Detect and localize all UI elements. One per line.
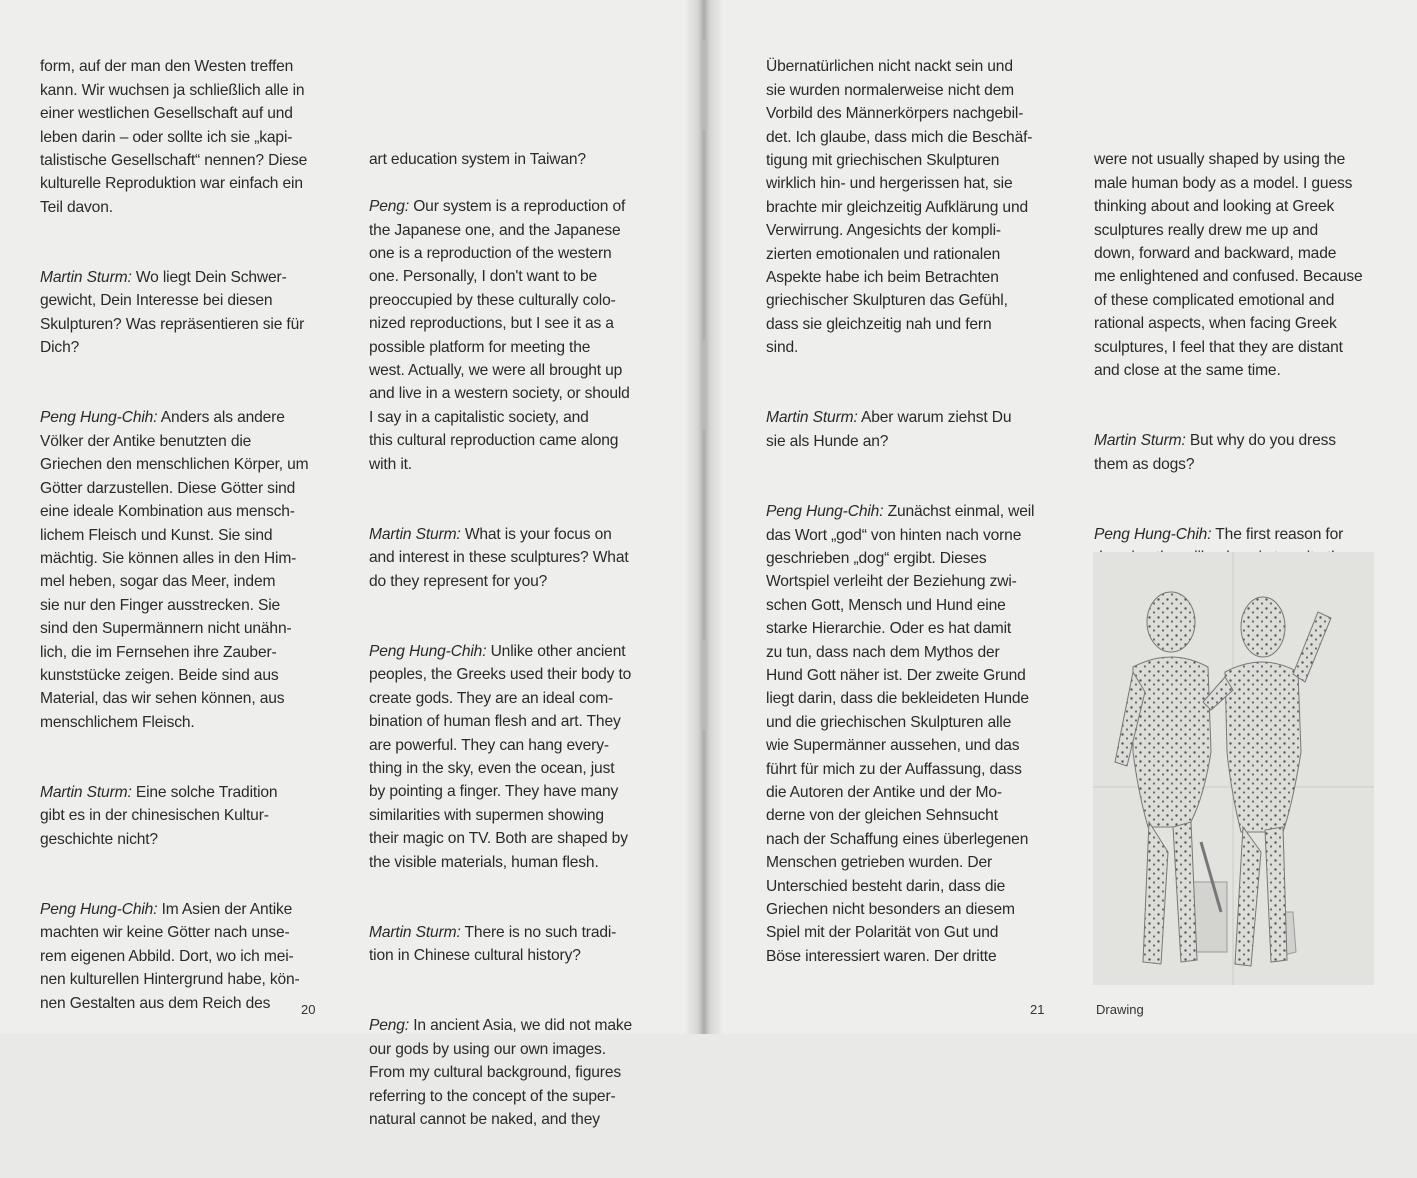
binding-stitch	[702, 640, 706, 730]
paragraph-text: Anders als andere Völker der Antike benutzten die Griechen den menschlichen Körper, um Götter darzustellen. Diese Götter sind eine ideale Kombination aus mensch- lichem Fleisch und Kunst. Sie sind mächtig. Sie können alles in den Him- mel heben, sogar das Meer, indem sie nur den Finger ausstrecken. Sie sind den Supermännern nicht unähn- lich, die im Fernsehen ihre Zauber- kunststücke zeigen. Beide sind aus Material, das wir sehen können, aus menschlichem Fleisch.	[40, 409, 309, 731]
paragraph	[369, 1014, 659, 1131]
speaker-label: Martin Sturm:	[766, 409, 858, 427]
paragraph-text: Übernatürlichen nicht nackt sein und sie wurden normalerweise nicht dem Vorbild des Männerkörpers nachgebil- det. Ich glaube, dass mich die Beschäf- tigung mit griechischen Skulpturen wirklich hin- und hergerissen hat, sie brachte mir gleichzeitig Aufklärung und Verwirrung. Angesichts der kompli- zierten emotionalen und rationalen Aspekte habe ich beim Betrachten griechischer Skulpturen das Gefühl, dass sie gleichzeitig nah und fern sind.	[766, 58, 1033, 357]
paragraph	[369, 640, 659, 874]
page-number: 21	[1030, 1002, 1045, 1017]
speaker-label: Peng Hung-Chih:	[40, 409, 158, 427]
paragraph-text: Our system is a reproduction of the Japanese one, and the Japanese one is a reproduction of the western one. Personally, I don't want to be preoccupied by these culturally colo- nized reproductions, but I see it as a possible platform for meeting the west. Actually, we were all brought up and live in a western society, or should I say in a capitalistic society, and this cultural reproduction came along with it.	[369, 198, 630, 473]
paragraph	[40, 406, 330, 734]
paragraph-text: art education system in Taiwan?	[369, 151, 586, 169]
dog-sculptures-drawing	[1093, 552, 1374, 985]
paragraph-text: In ancient Asia, we did not make our gods by using our own images. From my cultural background, figures referring to the concept of the super- natural cannot be naked, and they	[369, 1017, 633, 1128]
paragraph-text: Eine solche Tradition gibt es in der chinesischen Kultur- geschichte nicht?	[40, 783, 278, 848]
paragraph	[369, 523, 659, 593]
paragraph	[369, 148, 659, 171]
speaker-label: Peng Hung-Chih:	[369, 642, 487, 660]
paragraph	[40, 266, 330, 360]
paragraph-text: What is your focus on and interest in these sculptures? What do they represent for you?	[369, 525, 629, 590]
binding-stitch	[702, 40, 706, 130]
paragraph-text: form, auf der man den Westen treffen kann. Wir wuchsen ja schließlich alle in einer westlichen Gesellschaft auf und leben darin – oder sollte ich sie „kapi- talistische Gesellschaft“ nennen? Diese kulturelle Reproduktion war einfach ein Teil davon.	[40, 58, 308, 216]
speaker-label: Peng Hung-Chih:	[1094, 525, 1212, 543]
speaker-label: Martin Sturm:	[369, 923, 461, 941]
speaker-label: Peng Hung-Chih:	[40, 900, 158, 918]
left-column-1	[40, 32, 330, 1062]
paragraph	[766, 55, 1056, 359]
left-page	[0, 0, 704, 1128]
paragraph	[766, 500, 1056, 968]
speaker-label: Martin Sturm:	[40, 783, 132, 801]
speaker-label: Martin Sturm:	[1094, 432, 1186, 450]
paragraph-text: were not usually shaped by using the male human body as a model. I guess thinking about and looking at Greek sculptures really drew me up and down, forward and backward, made me enlightened and confused. Because of these complicated emotional and rational aspects, when facing Greek sculptures, I feel that they are distant and close at the same time.	[1094, 151, 1363, 380]
speaker-label: Peng:	[369, 198, 410, 216]
paragraph-text: Zunächst einmal, weil das Wort „god“ von hinten nach vorne geschrieben „dog“ ergibt. Dieses Wortspiel verleiht der Beziehung zwi- schen Gott, Mensch und Hund eine starke Hierarchie. Oder es hat damit zu tun, dass nach dem Mythos der Hund Gott näher ist. Der zweite Grund liegt darin, dass die bekleideten Hunde und die griechischen Skulpturen alle wie Supermänner aussehen, und das führt für mich zu der Auffassung, dass die Autoren der Antike und der Mo- derne von der gleichen Sehnsucht nach der Schaffung eines überlegenen Menschen getrieben wurden. Der Unterschied besteht darin, dass die Griechen nicht besonders an diesem Spiel mit der Polarität von Gut und Böse interessiert waren. Der dritte	[766, 503, 1035, 965]
paragraph-text: Wo liegt Dein Schwer- gewicht, Dein Interesse bei diesen Skulpturen? Was repräsentieren sie für Dich?	[40, 269, 305, 357]
paragraph-text: Im Asien der Antike machten wir keine Götter nach unse- rem eigenen Abbild. Dort, wo ich mei- nen kulturellen Hintergrund habe, kön- nen Gestalten aus dem Reich des	[40, 900, 300, 1012]
right-column-1	[766, 32, 1056, 1015]
paragraph-text: Unlike other ancient peoples, the Greeks used their body to create gods. They are an ideal com- bination of human flesh and art. They are powerful. They can hang every- thing in the sky, even the ocean, just by pointing a finger. They have many similarities with supermen showing their magic on TV. Both are shaped by the visible materials, human flesh.	[369, 642, 632, 871]
drawing-image	[1093, 552, 1374, 985]
paragraph-text: The first reason for	[1215, 525, 1344, 543]
figure-caption: Drawing	[1096, 1002, 1144, 1017]
speaker-label: Martin Sturm:	[40, 269, 132, 287]
binding-stitch	[702, 340, 706, 430]
paragraph	[40, 781, 330, 851]
speaker-label: Peng Hung-Chih:	[766, 503, 884, 521]
speaker-label: Peng:	[369, 1017, 410, 1035]
paragraph-text: But why do you dress them as dogs?	[1094, 432, 1336, 473]
paragraph	[1094, 429, 1394, 476]
paragraph	[40, 898, 330, 1015]
paragraph	[369, 921, 659, 968]
speaker-label: Martin Sturm:	[369, 525, 461, 543]
paragraph	[1094, 148, 1394, 382]
paragraph	[40, 55, 330, 219]
paragraph	[766, 406, 1056, 453]
paragraph	[369, 195, 659, 476]
book-gutter	[684, 0, 724, 1034]
paragraph-text: Aber warum ziehst Du sie als Hunde an?	[766, 409, 1012, 450]
left-column-2	[369, 125, 659, 1178]
page-number: 20	[301, 1002, 316, 1017]
paragraph-text: There is no such tradi- tion in Chinese cultural history?	[369, 923, 617, 965]
